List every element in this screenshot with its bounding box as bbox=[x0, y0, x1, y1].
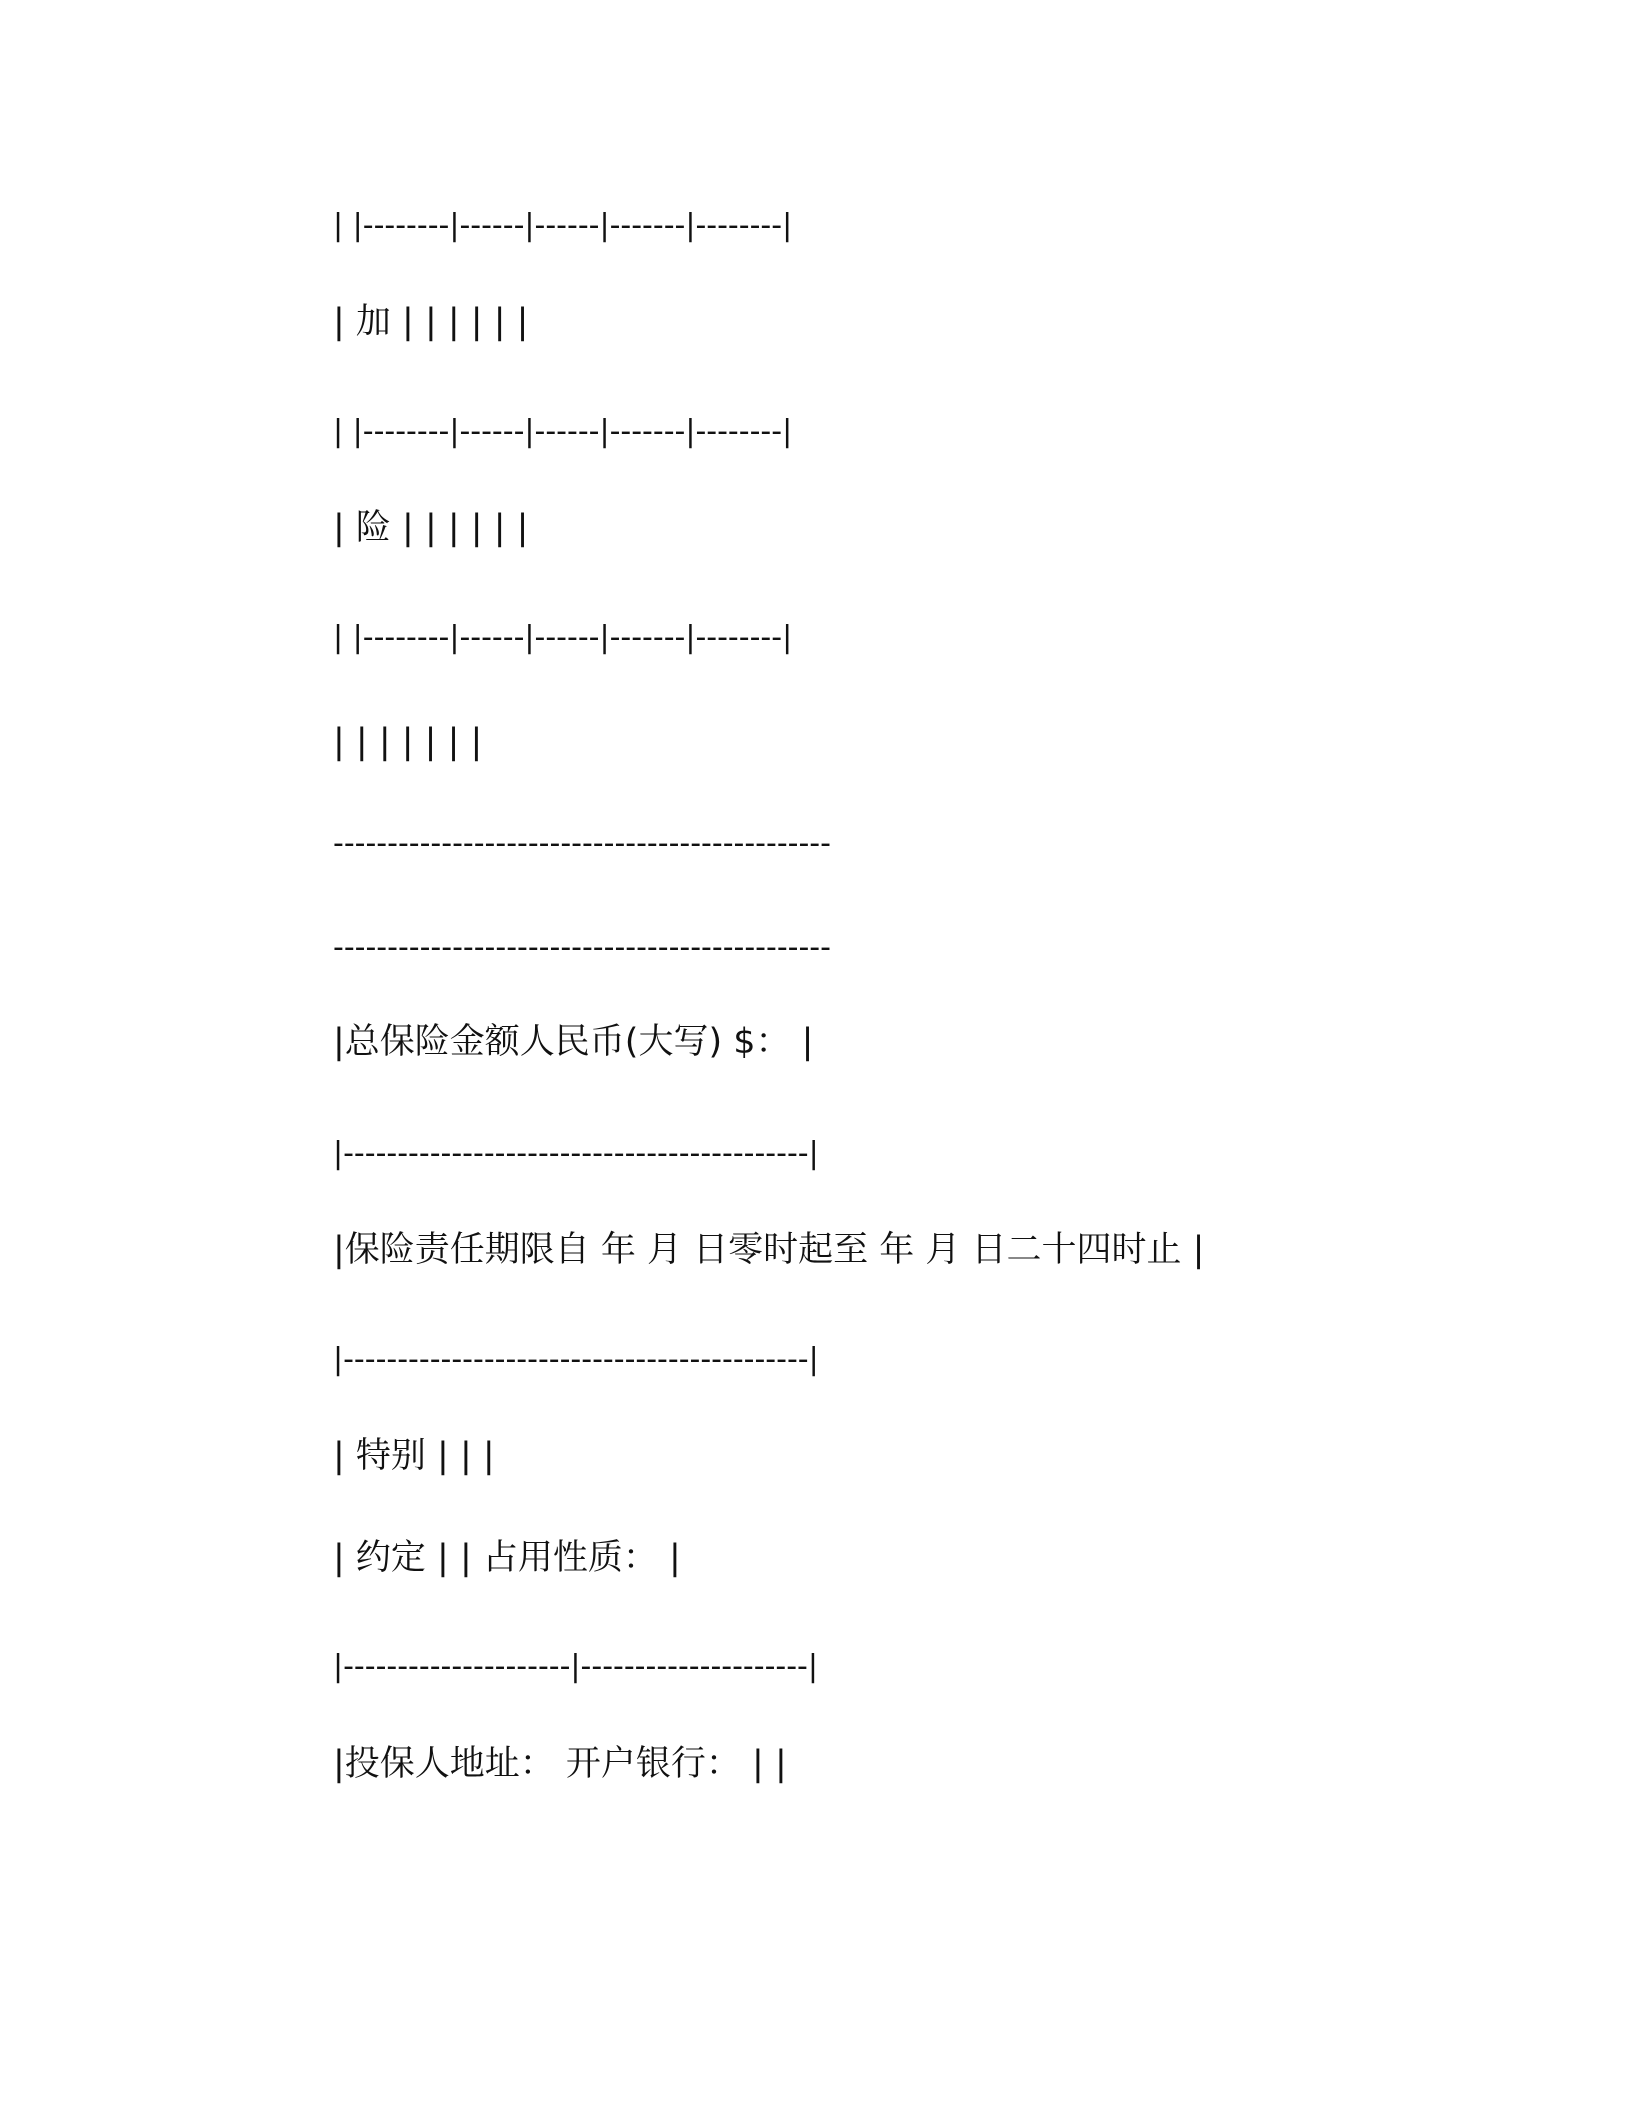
applicant-address-bank-row: |投保人地址： 开户银行： | | bbox=[333, 1744, 787, 1784]
insurance-period-row: |保险责任期限自 年 月 日零时起至 年 月 日二十四时止 | bbox=[333, 1230, 1205, 1270]
table-divider-row: | |--------|------|------|-------|--------| bbox=[333, 414, 793, 449]
horizontal-rule: ---------------------------------------------- bbox=[333, 826, 831, 861]
section-divider: |-------------------------------------------| bbox=[333, 1342, 819, 1377]
special-agreement-row: | 特别 | | | bbox=[333, 1436, 495, 1476]
table-divider-row: | |--------|------|------|-------|--------| bbox=[333, 620, 793, 655]
table-empty-row: | | | | | | | bbox=[333, 722, 483, 762]
total-insured-amount-row: |总保险金额人民币(大写) $： | bbox=[333, 1022, 814, 1062]
table-divider-row: | |--------|------|------|-------|--------| bbox=[333, 208, 793, 243]
table-row-xian: | 险 | | | | | | bbox=[333, 508, 529, 548]
occupancy-nature-row: | 约定 | | 占用性质： | bbox=[333, 1538, 681, 1578]
section-divider: |-------------------------------------------| bbox=[333, 1136, 819, 1171]
split-divider: |---------------------|---------------------| bbox=[333, 1649, 818, 1684]
table-row-jia: | 加 | | | | | | bbox=[333, 302, 529, 342]
horizontal-rule: ---------------------------------------------- bbox=[333, 930, 831, 965]
